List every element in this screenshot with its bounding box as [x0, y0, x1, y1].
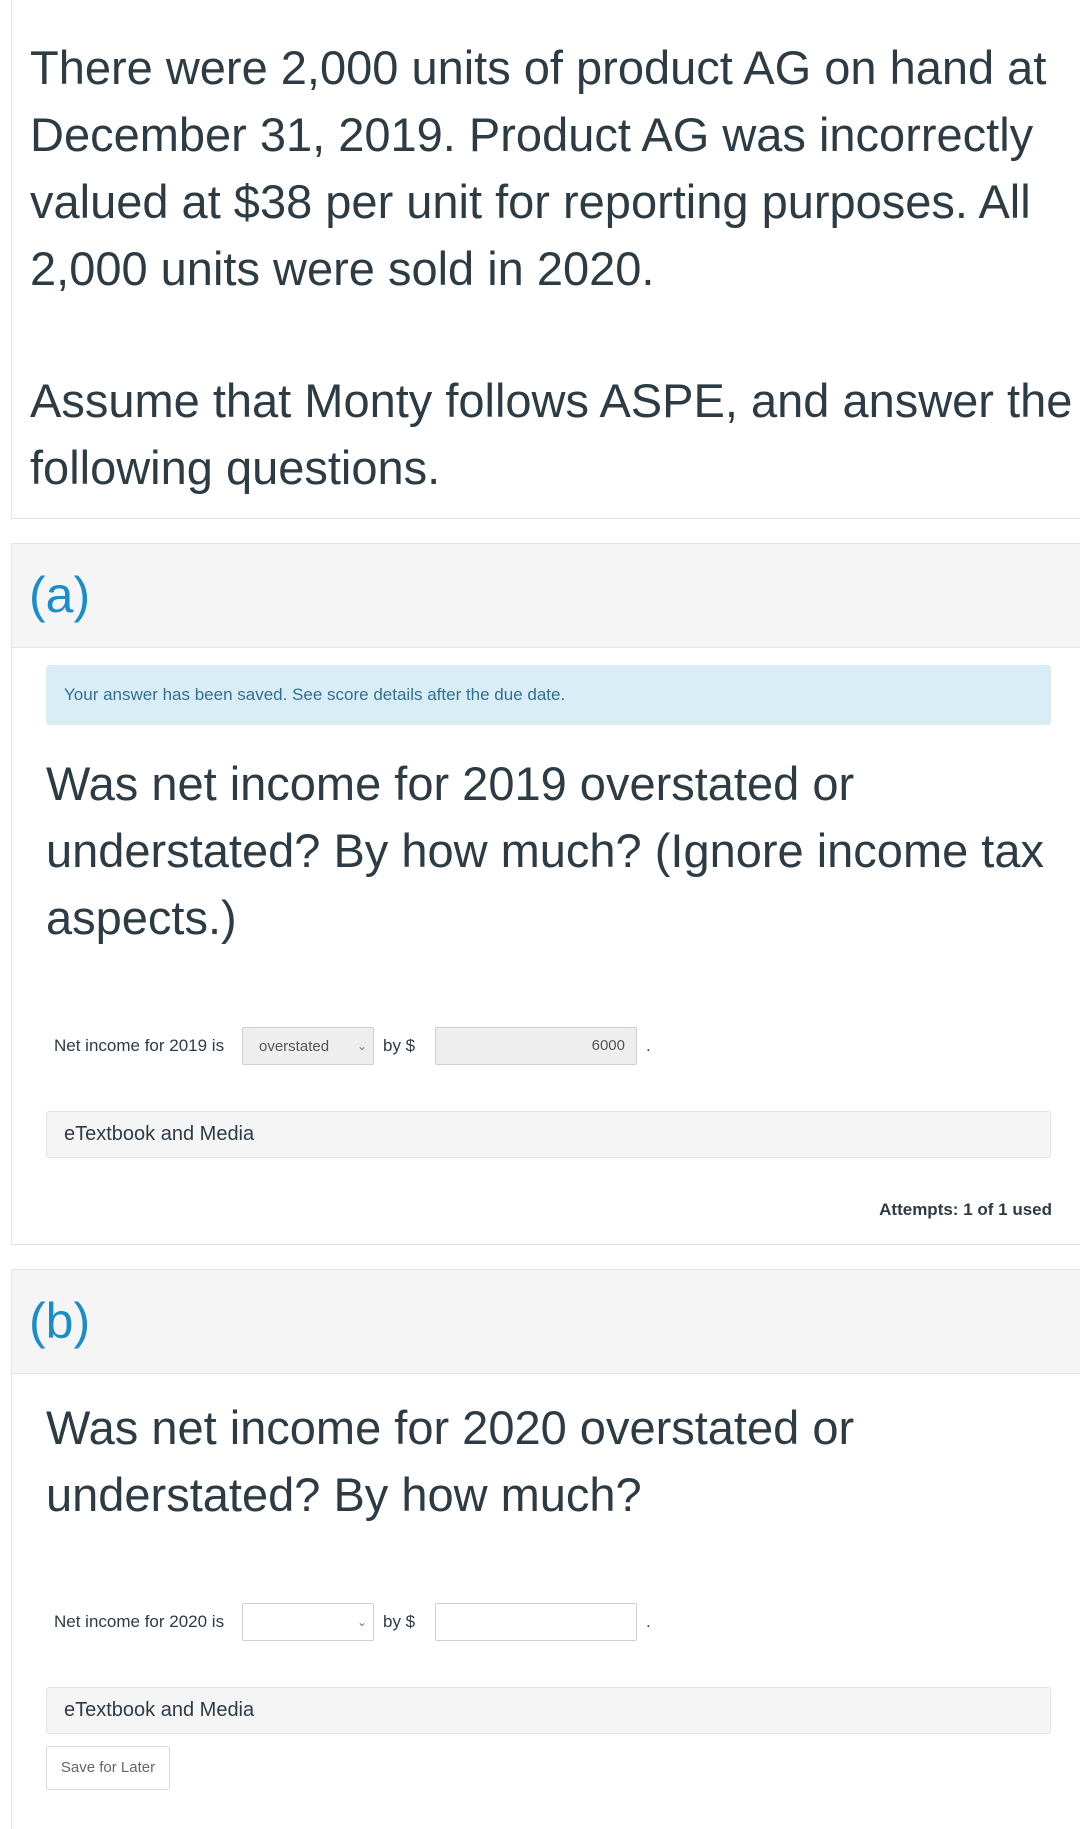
part-b-card [11, 1269, 1080, 1829]
part-b-etextbook-toggle[interactable]: eTextbook and Media [46, 1687, 1051, 1734]
part-b-period: . [646, 1612, 651, 1631]
part-a-row-label: Net income for 2019 is [54, 1036, 225, 1055]
intro-paragraph-2: Assume that Monty follows ASPE, and answer the following questions. [30, 374, 1073, 494]
chevron-down-icon: ⌄ [356, 1039, 367, 1053]
part-a-etextbook-toggle[interactable]: eTextbook and Media [46, 1111, 1051, 1158]
part-a-period: . [646, 1036, 651, 1055]
part-a-by-label: by $ [383, 1036, 416, 1055]
part-a-amount-input[interactable]: 6000 [435, 1027, 637, 1065]
saved-alert: Your answer has been saved. See score details after the due date. [46, 665, 1051, 725]
part-a-label: (a) [29, 567, 91, 623]
part-b-question: Was net income for 2020 overstated or understated? By how much? [46, 1401, 855, 1521]
chevron-down-icon: ⌄ [356, 1615, 367, 1629]
part-a-answer-row [46, 1027, 1046, 1065]
part-b-amount-input[interactable] [435, 1603, 637, 1641]
part-a-direction-select[interactable] [242, 1027, 374, 1065]
part-a-card [11, 543, 1080, 1245]
part-b-header [12, 1270, 1080, 1374]
part-a-attempts: Attempts: 1 of 1 used [879, 1200, 1052, 1219]
part-b-label: (b) [29, 1293, 91, 1349]
part-b-direction-select[interactable] [242, 1603, 374, 1641]
save-for-later-button[interactable]: Save for Later [46, 1746, 170, 1790]
part-a-header [12, 544, 1080, 648]
part-b-row-label: Net income for 2020 is [54, 1612, 225, 1631]
part-a-select-value: overstated [259, 1038, 330, 1055]
intro-paragraph-1: There were 2,000 units of product AG on hand at December 31, 2019. Product AG was incorrectly valued at $38 per unit for reporting purposes. All 2,000 units were sold in 2020. [30, 41, 1047, 295]
part-b-by-label: by $ [383, 1612, 416, 1631]
part-a-question: Was net income for 2019 overstated or understated? By how much? (Ignore income tax aspects.) [46, 757, 1044, 944]
intro-card [11, 0, 1080, 519]
part-b-answer-row [46, 1603, 1046, 1641]
